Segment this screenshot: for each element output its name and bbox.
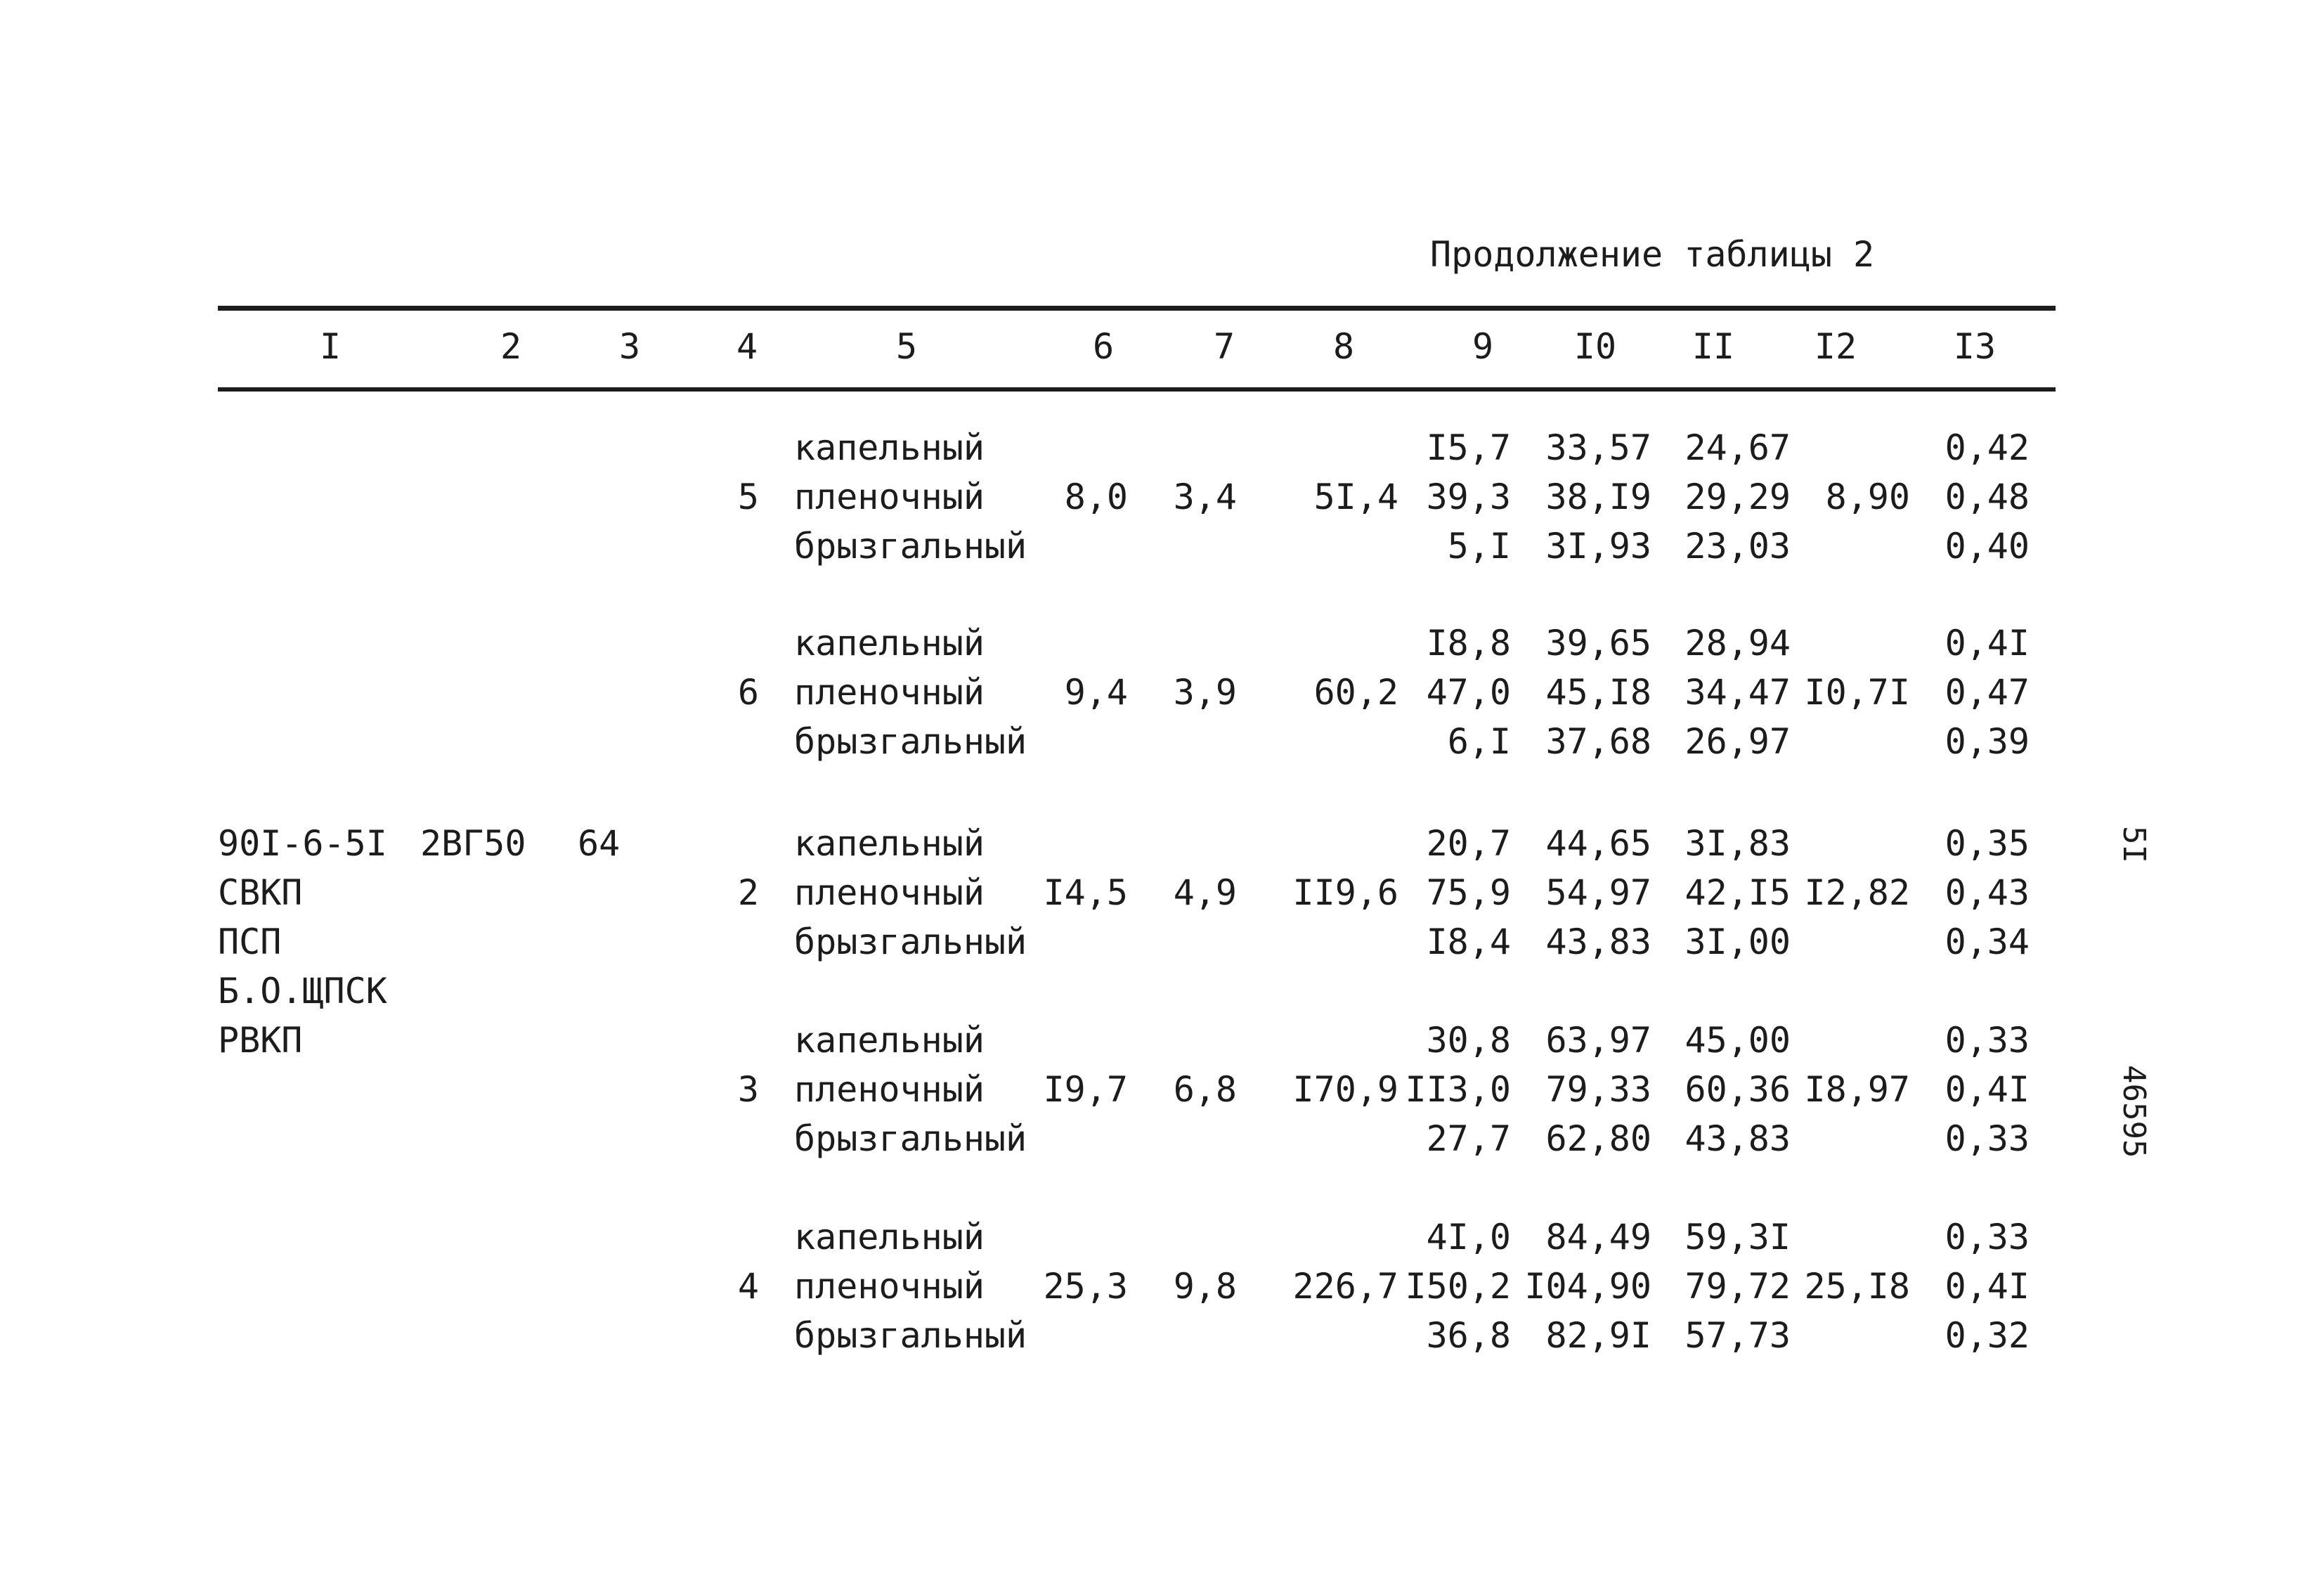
cell-col11: 23,03 (1684, 526, 1791, 567)
cell-col13: 0,4I (1945, 1069, 2030, 1110)
cell-col13: 0,40 (1945, 526, 2030, 567)
cell-col12: 25,I8 (1804, 1266, 1910, 1307)
cell-col13: 0,34 (1945, 921, 2030, 962)
cell-col9: I8,8 (1426, 623, 1511, 664)
cell-col8: II9,6 (1292, 872, 1398, 913)
cell-col11: 45,00 (1684, 1020, 1791, 1061)
cell-col11: 3I,83 (1684, 823, 1791, 864)
cell-col11: 28,94 (1684, 623, 1791, 664)
row-number: 2 (737, 872, 759, 913)
cell-col6: I9,7 (1043, 1069, 1128, 1110)
cooler-type: капельный (794, 1020, 985, 1061)
cell-col13: 0,43 (1945, 872, 2030, 913)
row-number: 4 (737, 1266, 759, 1307)
cell-col10: 45,I8 (1545, 672, 1651, 713)
project-line-svkp: СВКП (218, 872, 303, 913)
project-line-bo: Б.О.ЩПСК (218, 971, 387, 1011)
column-header-2: 2 (500, 326, 522, 367)
table-continuation-heading: Продолжение таблицы 2 (1430, 234, 1875, 275)
column-header-9: 9 (1472, 326, 1494, 367)
cell-col9: 20,7 (1426, 823, 1511, 864)
cell-col13: 0,33 (1945, 1118, 2030, 1159)
cell-col9: 30,8 (1426, 1020, 1511, 1061)
cell-col11: 60,36 (1684, 1069, 1791, 1110)
cooler-type: капельный (794, 1217, 985, 1257)
cell-col7: 3,4 (1173, 477, 1237, 517)
column-header-1: I (319, 326, 342, 367)
cooler-type: пленочный (794, 477, 985, 517)
cell-col12: 8,90 (1825, 477, 1910, 517)
cell-col7: 4,9 (1173, 872, 1237, 913)
column-header-13: I3 (1953, 326, 1997, 367)
cell-col9: 36,8 (1426, 1315, 1511, 1356)
cell-col9: 47,0 (1426, 672, 1511, 713)
table-top-rule (218, 306, 2056, 311)
cell-col10: I04,90 (1524, 1266, 1651, 1307)
column-header-3: 3 (618, 326, 641, 367)
cell-col8: 226,7 (1292, 1266, 1398, 1307)
cell-col10: 3I,93 (1545, 526, 1651, 567)
cell-col10: 79,33 (1545, 1069, 1651, 1110)
cell-col10: 38,I9 (1545, 477, 1651, 517)
cell-col9: 27,7 (1426, 1118, 1511, 1159)
cell-col12: I2,82 (1804, 872, 1910, 913)
column-header-12: I2 (1814, 326, 1857, 367)
cell-col7: 9,8 (1173, 1266, 1237, 1307)
cell-col10: 82,9I (1545, 1315, 1651, 1356)
equipment-type: 2ВГ50 (420, 823, 526, 864)
cell-col13: 0,4I (1945, 623, 2030, 664)
cell-col11: 43,83 (1684, 1118, 1791, 1159)
cell-col11: 26,97 (1684, 721, 1791, 762)
cell-col9: I50,2 (1405, 1266, 1511, 1307)
cell-col13: 0,33 (1945, 1020, 2030, 1061)
row-number: 3 (737, 1069, 759, 1110)
cooler-type: пленочный (794, 1266, 985, 1307)
cell-col11: 42,I5 (1684, 872, 1791, 913)
cell-col12: I8,97 (1804, 1069, 1910, 1110)
cell-col7: 3,9 (1173, 672, 1237, 713)
cell-col11: 79,72 (1684, 1266, 1791, 1307)
cell-col13: 0,4I (1945, 1266, 2030, 1307)
cell-col13: 0,39 (1945, 721, 2030, 762)
cell-col12: I0,7I (1804, 672, 1910, 713)
cell-col9: 4I,0 (1426, 1217, 1511, 1257)
cell-col10: 63,97 (1545, 1020, 1651, 1061)
cell-col11: 29,29 (1684, 477, 1791, 517)
cell-col9: I5,7 (1426, 427, 1511, 468)
cooler-type: пленочный (794, 1069, 985, 1110)
column-header-4: 4 (736, 326, 758, 367)
cell-col13: 0,42 (1945, 427, 2030, 468)
cooler-type: брызгальный (794, 1118, 1027, 1159)
equipment-count: 64 (578, 823, 621, 864)
project-code: 90I-6-5I (218, 823, 387, 864)
cell-col10: 84,49 (1545, 1217, 1651, 1257)
cooler-type: брызгальный (794, 1315, 1027, 1356)
column-header-6: 6 (1092, 326, 1115, 367)
cooler-type: пленочный (794, 672, 985, 713)
cell-col13: 0,47 (1945, 672, 2030, 713)
document-number: 46595 (2116, 1065, 2152, 1158)
cell-col6: 8,0 (1064, 477, 1128, 517)
cell-col11: 57,73 (1684, 1315, 1791, 1356)
cooler-type: брызгальный (794, 526, 1027, 567)
cell-col7: 6,8 (1173, 1069, 1237, 1110)
cell-col6: 9,4 (1064, 672, 1128, 713)
column-header-5: 5 (895, 326, 918, 367)
cell-col10: 37,68 (1545, 721, 1651, 762)
cell-col6: I4,5 (1043, 872, 1128, 913)
cooler-type: пленочный (794, 872, 985, 913)
cell-col10: 44,65 (1545, 823, 1651, 864)
table-header-rule (218, 387, 2056, 392)
column-header-7: 7 (1213, 326, 1235, 367)
cell-col8: 60,2 (1313, 672, 1398, 713)
cell-col11: 3I,00 (1684, 921, 1791, 962)
cell-col13: 0,32 (1945, 1315, 2030, 1356)
cell-col10: 54,97 (1545, 872, 1651, 913)
column-header-10: I0 (1573, 326, 1617, 367)
cell-col8: 5I,4 (1313, 477, 1398, 517)
cell-col9: 5,I (1447, 526, 1511, 567)
cell-col9: 75,9 (1426, 872, 1511, 913)
column-header-8: 8 (1332, 326, 1355, 367)
cell-col13: 0,33 (1945, 1217, 2030, 1257)
cell-col13: 0,35 (1945, 823, 2030, 864)
cell-col10: 33,57 (1545, 427, 1651, 468)
cooler-type: брызгальный (794, 921, 1027, 962)
cell-col9: II3,0 (1405, 1069, 1511, 1110)
cell-col9: 6,I (1447, 721, 1511, 762)
cell-col6: 25,3 (1043, 1266, 1128, 1307)
page-number: 5I (2116, 826, 2152, 863)
cooler-type: капельный (794, 623, 985, 664)
cell-col10: 62,80 (1545, 1118, 1651, 1159)
column-header-11: II (1692, 326, 1735, 367)
row-number: 5 (737, 477, 759, 517)
project-line-psp: ПСП (218, 921, 282, 962)
cell-col9: I8,4 (1426, 921, 1511, 962)
cooler-type: брызгальный (794, 721, 1027, 762)
row-number: 6 (737, 672, 759, 713)
cooler-type: капельный (794, 427, 985, 468)
cell-col11: 24,67 (1684, 427, 1791, 468)
cell-col13: 0,48 (1945, 477, 2030, 517)
cell-col9: 39,3 (1426, 477, 1511, 517)
cell-col8: I70,9 (1292, 1069, 1398, 1110)
cell-col10: 39,65 (1545, 623, 1651, 664)
project-line-rvkp: РВКП (218, 1020, 303, 1061)
cell-col10: 43,83 (1545, 921, 1651, 962)
cell-col11: 59,3I (1684, 1217, 1791, 1257)
cell-col11: 34,47 (1684, 672, 1791, 713)
cooler-type: капельный (794, 823, 985, 864)
